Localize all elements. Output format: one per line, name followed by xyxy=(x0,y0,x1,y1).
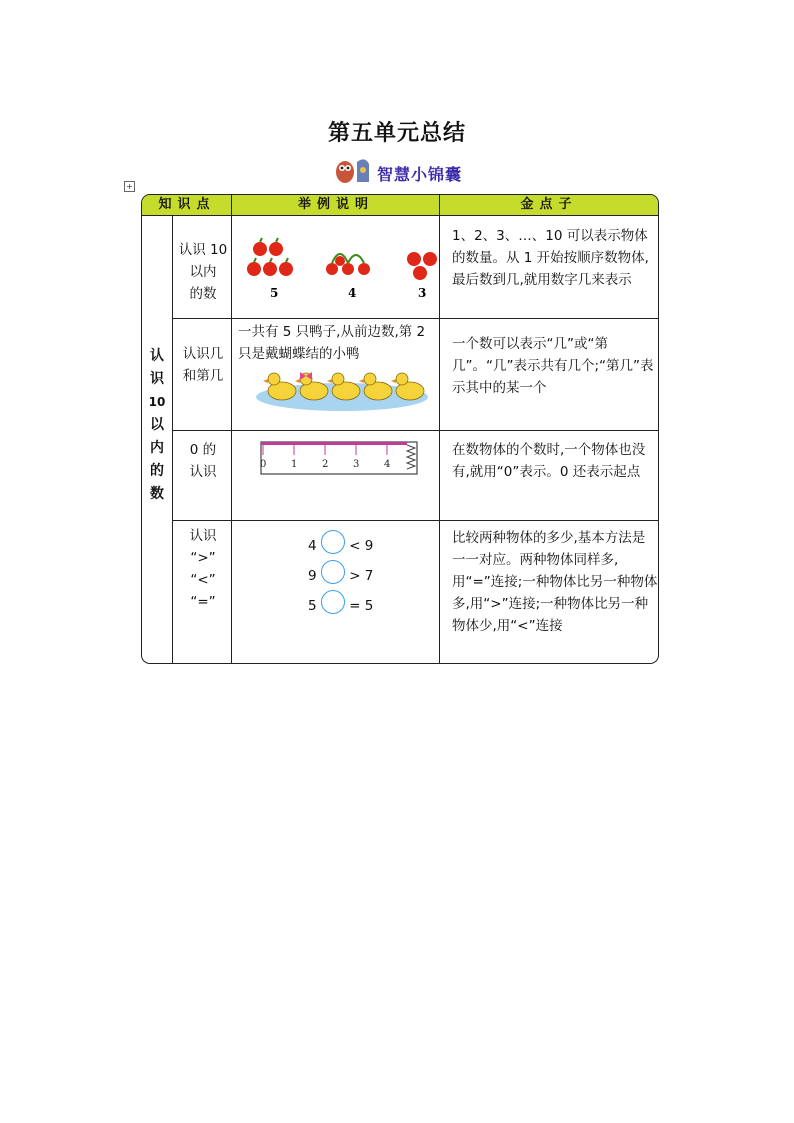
header-example: 举例说明 xyxy=(232,195,440,216)
row3-topic: 0 的 认识 xyxy=(189,442,217,480)
row4-topic: 认识 “>” “<” “=” xyxy=(189,528,217,610)
ruler-tick-2: 2 xyxy=(322,459,329,470)
row1-tip: 1、2、3、…、10 可以表示物体的数量。从 1 开始按顺序数物体,最后数到几,就用数字几来表示 xyxy=(452,228,649,288)
side-label: 认 识 10 以 内 的 数 xyxy=(148,348,166,502)
row4-tip: 比较两种物体的多少,基本方法是一一对应。两种物体同样多,用“=”连接;一种物体比另一种物体多,用“>”连接;一种物体比另一种物体少,用“<”连接 xyxy=(452,530,658,634)
ruler-tick-1: 1 xyxy=(291,459,298,470)
row2-topic: 认识几 和第几 xyxy=(182,346,224,384)
comparison-1: 4 < 9 xyxy=(308,531,398,561)
ducks-illustration xyxy=(252,365,432,413)
header-tip: 金点子 xyxy=(440,195,658,216)
owl-mascot-icon xyxy=(333,152,373,186)
page-title: 第五单元总结 xyxy=(327,121,466,146)
row2-example: 一共有 5 只鸭子,从前边数,第 2 只是戴蝴蝶结的小鸭 xyxy=(238,324,426,362)
ruler-tick-3: 3 xyxy=(353,459,360,470)
row3-tip: 在数物体的个数时,一个物体也没有,就用“0”表示。0 还表示起点 xyxy=(452,442,646,480)
subtitle-banner xyxy=(333,152,513,186)
count-5: 5 xyxy=(270,286,279,300)
comparison-2: 9 > 7 xyxy=(308,561,398,591)
count-4: 4 xyxy=(348,286,357,300)
count-3: 3 xyxy=(418,286,427,300)
row2-tip: 一个数可以表示“几”或“第几”。“几”表示共有几个;“第几”表示其中的某一个 xyxy=(452,336,654,396)
summary-table xyxy=(141,194,659,664)
ruler-tick-0: 0 xyxy=(260,459,267,470)
table-move-handle-icon[interactable]: + xyxy=(124,181,135,192)
answer-circle[interactable] xyxy=(321,530,345,554)
comparisons xyxy=(308,531,398,621)
ruler-tick-4: 4 xyxy=(384,459,391,470)
ruler-illustration xyxy=(260,441,420,477)
header-knowledge: 知识点 xyxy=(142,195,232,216)
answer-circle[interactable] xyxy=(321,560,345,584)
subtitle-text: 智慧小锦囊 xyxy=(377,165,463,184)
comparison-3: 5 = 5 xyxy=(308,591,398,621)
row1-topic: 认识 10 以内 的数 xyxy=(178,242,228,302)
apples-illustration xyxy=(240,235,440,305)
answer-circle[interactable] xyxy=(321,590,345,614)
